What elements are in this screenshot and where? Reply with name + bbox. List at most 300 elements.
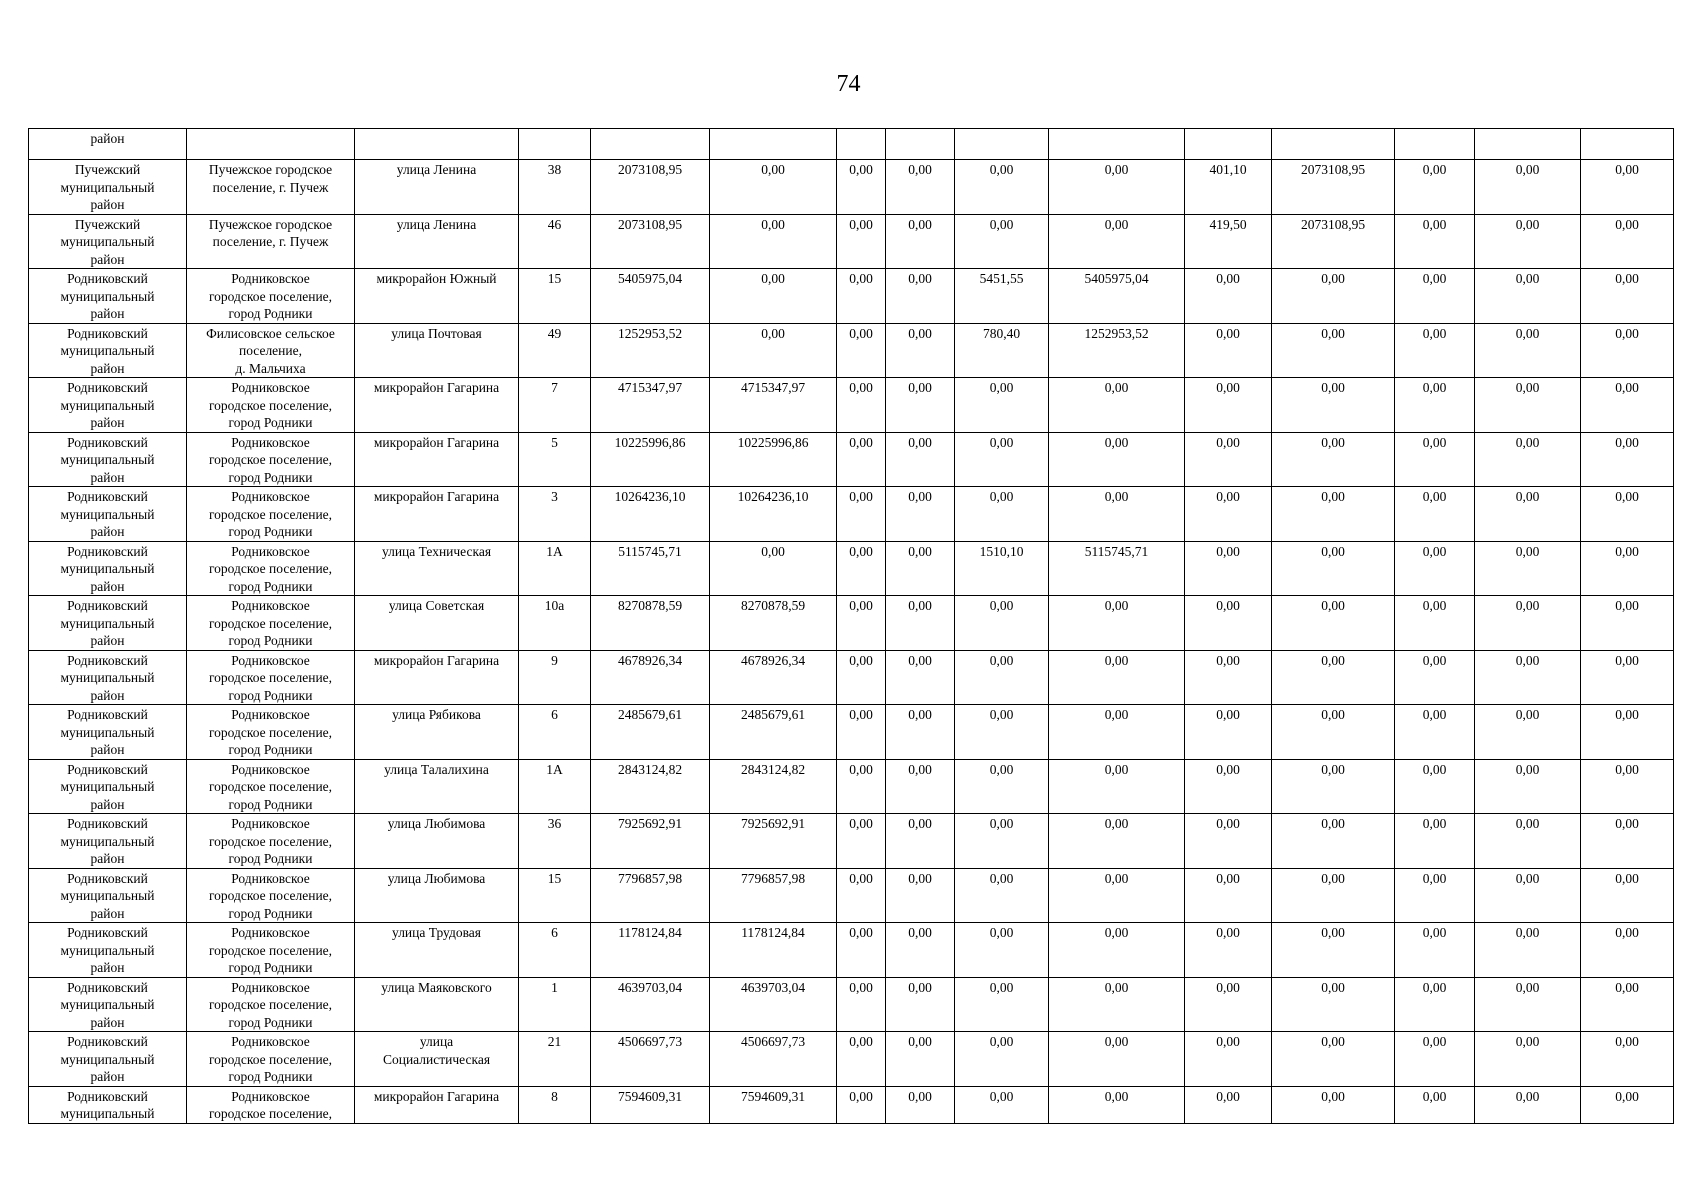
table-cell: Родниковский муниципальный район	[29, 868, 187, 923]
table-cell: 0,00	[1581, 868, 1674, 923]
table-cell: 0,00	[837, 705, 886, 760]
table-cell: микрорайон Гагарина	[355, 650, 519, 705]
table-cell: Родниковское городское поселение,	[187, 1086, 355, 1123]
table-cell: 0,00	[837, 541, 886, 596]
table-cell: 0,00	[1475, 759, 1581, 814]
table-cell: Родниковское городское поселение, город Родники	[187, 977, 355, 1032]
table-row	[29, 868, 1674, 923]
table-cell: 0,00	[710, 214, 837, 269]
table-cell: 1	[519, 977, 591, 1032]
table-row	[29, 432, 1674, 487]
table-cell: 0,00	[955, 596, 1049, 651]
table-cell: 0,00	[1272, 487, 1395, 542]
table-cell: 0,00	[1185, 1032, 1272, 1087]
table-cell: Родниковский муниципальный район	[29, 650, 187, 705]
table-cell: 5115745,71	[591, 541, 710, 596]
table-cell: 0,00	[1272, 759, 1395, 814]
page-number: 74	[836, 71, 861, 97]
table-cell: 0,00	[1395, 378, 1475, 433]
table-cell: 2073108,95	[1272, 160, 1395, 215]
table-cell: Родниковское городское поселение, город Родники	[187, 1032, 355, 1087]
table-cell: улица Советская	[355, 596, 519, 651]
table-cell	[519, 129, 591, 160]
table-cell: 0,00	[1395, 541, 1475, 596]
table-cell: 0,00	[1049, 759, 1185, 814]
table-cell: улица Талалихина	[355, 759, 519, 814]
table-cell	[1475, 129, 1581, 160]
table-cell: 0,00	[837, 868, 886, 923]
table-cell: 0,00	[886, 323, 955, 378]
table-cell: 0,00	[837, 1086, 886, 1123]
table-cell	[1185, 129, 1272, 160]
table-cell: 0,00	[1475, 596, 1581, 651]
table-cell: 0,00	[1581, 705, 1674, 760]
table-cell: Родниковский муниципальный район	[29, 923, 187, 978]
table-cell: 0,00	[1475, 323, 1581, 378]
table-row	[29, 705, 1674, 760]
table-cell: 1178124,84	[710, 923, 837, 978]
table-cell: 0,00	[1049, 923, 1185, 978]
table-cell: Пучежский муниципальный район	[29, 160, 187, 215]
table-cell: 0,00	[955, 378, 1049, 433]
table-cell: 0,00	[1395, 977, 1475, 1032]
table-cell: 6	[519, 705, 591, 760]
table-cell: 0,00	[1475, 650, 1581, 705]
table-cell: 0,00	[837, 160, 886, 215]
table-cell: 2073108,95	[591, 160, 710, 215]
table-cell: 49	[519, 323, 591, 378]
table-cell: 0,00	[886, 214, 955, 269]
table-cell: 0,00	[1395, 705, 1475, 760]
table-cell: 0,00	[1475, 868, 1581, 923]
table-cell: 0,00	[1395, 650, 1475, 705]
table-cell: улица Любимова	[355, 814, 519, 869]
table-cell: 0,00	[1272, 596, 1395, 651]
table-cell: Родниковский муниципальный район	[29, 814, 187, 869]
table-row	[29, 378, 1674, 433]
table-cell: 0,00	[1395, 759, 1475, 814]
table-cell: 0,00	[1272, 269, 1395, 324]
table-cell: 0,00	[1395, 596, 1475, 651]
table-row	[29, 160, 1674, 215]
table-cell: Родниковское городское поселение, город Родники	[187, 596, 355, 651]
table-cell: 0,00	[837, 432, 886, 487]
table-cell: 1А	[519, 759, 591, 814]
table-cell: Родниковское городское поселение, город Родники	[187, 541, 355, 596]
table-cell: 5405975,04	[1049, 269, 1185, 324]
table-cell: 0,00	[955, 814, 1049, 869]
table-cell: 0,00	[1049, 160, 1185, 215]
table-cell: 0,00	[1049, 1032, 1185, 1087]
table-cell: 0,00	[1581, 759, 1674, 814]
table-cell: 0,00	[955, 432, 1049, 487]
table-cell: 401,10	[1185, 160, 1272, 215]
table-cell: 0,00	[955, 214, 1049, 269]
table-cell	[591, 129, 710, 160]
table-cell: 0,00	[710, 269, 837, 324]
table-cell: 0,00	[1272, 868, 1395, 923]
table-cell: 0,00	[886, 596, 955, 651]
table-cell: Родниковское городское поселение, город Родники	[187, 432, 355, 487]
table-cell: микрорайон Южный	[355, 269, 519, 324]
table-cell: 4715347,97	[591, 378, 710, 433]
table-cell: 0,00	[1185, 705, 1272, 760]
table-cell: 2073108,95	[1272, 214, 1395, 269]
table-cell: 0,00	[837, 487, 886, 542]
table-cell: Родниковский муниципальный район	[29, 759, 187, 814]
table-cell: 0,00	[1395, 432, 1475, 487]
table-cell: 0,00	[886, 1086, 955, 1123]
table-cell: 4506697,73	[591, 1032, 710, 1087]
table-cell: улица Маяковского	[355, 977, 519, 1032]
table-cell: Родниковский муниципальный район	[29, 487, 187, 542]
table-cell: 4639703,04	[710, 977, 837, 1032]
table-cell: 0,00	[837, 759, 886, 814]
table-cell: микрорайон Гагарина	[355, 487, 519, 542]
table-row	[29, 1032, 1674, 1087]
table-cell: 0,00	[955, 868, 1049, 923]
table-cell: 0,00	[1395, 160, 1475, 215]
table-cell: Родниковский муниципальный район	[29, 378, 187, 433]
table-cell: 0,00	[886, 432, 955, 487]
table-cell: улица Любимова	[355, 868, 519, 923]
table-cell: 7925692,91	[591, 814, 710, 869]
table-cell: 0,00	[1272, 1032, 1395, 1087]
table-cell: 0,00	[710, 541, 837, 596]
table-cell: 0,00	[1475, 814, 1581, 869]
table-cell: 2485679,61	[591, 705, 710, 760]
table-cell: 0,00	[1475, 160, 1581, 215]
table-row	[29, 650, 1674, 705]
table-cell: 0,00	[1475, 487, 1581, 542]
table-cell: 0,00	[837, 596, 886, 651]
table-cell: Пучежский муниципальный район	[29, 214, 187, 269]
table-row	[29, 541, 1674, 596]
table-cell: 0,00	[1395, 269, 1475, 324]
table-cell: 0,00	[1185, 432, 1272, 487]
table-cell: 0,00	[837, 378, 886, 433]
table-cell: Родниковское городское поселение, город Родники	[187, 650, 355, 705]
table-cell: 10264236,10	[591, 487, 710, 542]
table-cell: улица Социалистическая	[355, 1032, 519, 1087]
table-cell: 0,00	[1581, 1086, 1674, 1123]
table-cell: 4639703,04	[591, 977, 710, 1032]
table-cell: 0,00	[886, 378, 955, 433]
table-cell: 0,00	[1581, 323, 1674, 378]
table-cell: Родниковский муниципальный район	[29, 596, 187, 651]
table-row	[29, 269, 1674, 324]
table-cell: 8	[519, 1086, 591, 1123]
table-cell: 0,00	[710, 160, 837, 215]
table-cell: улица Ленина	[355, 214, 519, 269]
table-cell: 419,50	[1185, 214, 1272, 269]
table-cell: 1178124,84	[591, 923, 710, 978]
table-cell: 0,00	[955, 487, 1049, 542]
table-cell: 0,00	[1475, 977, 1581, 1032]
table-cell: 5	[519, 432, 591, 487]
table-cell: 0,00	[1049, 378, 1185, 433]
table-cell: улица Рябикова	[355, 705, 519, 760]
table-cell: Родниковское городское поселение, город Родники	[187, 814, 355, 869]
table-row	[29, 323, 1674, 378]
table-cell: 0,00	[1185, 596, 1272, 651]
table-cell: 10225996,86	[710, 432, 837, 487]
table-cell: 7796857,98	[591, 868, 710, 923]
table-cell: 5405975,04	[591, 269, 710, 324]
table-cell: 21	[519, 1032, 591, 1087]
table-cell: 0,00	[1272, 650, 1395, 705]
table-cell: 0,00	[1475, 432, 1581, 487]
table-cell: 0,00	[1581, 269, 1674, 324]
table-cell: 0,00	[837, 323, 886, 378]
table-cell: 0,00	[1395, 1032, 1475, 1087]
table-cell: 0,00	[1049, 650, 1185, 705]
table-cell: 0,00	[1185, 650, 1272, 705]
table-cell: 0,00	[837, 1032, 886, 1087]
table-cell: 0,00	[1581, 487, 1674, 542]
table-cell: 1252953,52	[591, 323, 710, 378]
table-cell: 0,00	[837, 814, 886, 869]
table-cell: Родниковский муниципальный район	[29, 1032, 187, 1087]
table-cell: 8270878,59	[591, 596, 710, 651]
table-cell: 0,00	[1185, 868, 1272, 923]
table-cell: 0,00	[1049, 596, 1185, 651]
table-cell: 10264236,10	[710, 487, 837, 542]
table-cell: 0,00	[1395, 868, 1475, 923]
table-cell	[1272, 129, 1395, 160]
table-cell: 0,00	[1272, 977, 1395, 1032]
table-cell: 0,00	[886, 541, 955, 596]
table-cell: 5451,55	[955, 269, 1049, 324]
table-cell: 0,00	[1049, 214, 1185, 269]
table-cell: 0,00	[1049, 432, 1185, 487]
table-cell: 0,00	[1581, 1032, 1674, 1087]
table-cell	[886, 129, 955, 160]
table-cell: 0,00	[1049, 868, 1185, 923]
table-cell: 0,00	[886, 759, 955, 814]
table-cell: район	[29, 129, 187, 160]
table-row	[29, 129, 1674, 160]
table-cell: 0,00	[1395, 323, 1475, 378]
table-row	[29, 214, 1674, 269]
table-cell: 0,00	[1272, 1086, 1395, 1123]
table-cell: 4678926,34	[591, 650, 710, 705]
table-row	[29, 1086, 1674, 1123]
table-cell: 0,00	[1581, 160, 1674, 215]
table-cell: улица Трудовая	[355, 923, 519, 978]
table-cell: 0,00	[1272, 541, 1395, 596]
table-cell: Родниковское городское поселение, город Родники	[187, 705, 355, 760]
table-cell: 0,00	[1395, 923, 1475, 978]
table-cell: 8270878,59	[710, 596, 837, 651]
data-table	[28, 128, 1674, 1124]
table-cell: 0,00	[1272, 323, 1395, 378]
table-cell: 0,00	[1581, 977, 1674, 1032]
table-cell: 0,00	[886, 868, 955, 923]
table-cell: 7	[519, 378, 591, 433]
table-cell: 3	[519, 487, 591, 542]
table-cell: 0,00	[955, 160, 1049, 215]
table-cell: 0,00	[1049, 487, 1185, 542]
table-cell: 0,00	[955, 1032, 1049, 1087]
table-cell: 0,00	[1185, 541, 1272, 596]
table-cell: 15	[519, 269, 591, 324]
table-cell: 0,00	[1475, 541, 1581, 596]
table-cell: Родниковское городское поселение, город Родники	[187, 269, 355, 324]
table-cell	[955, 129, 1049, 160]
table-cell: 0,00	[1049, 977, 1185, 1032]
table-cell: 0,00	[1185, 759, 1272, 814]
table-cell	[355, 129, 519, 160]
table-cell: 10225996,86	[591, 432, 710, 487]
table-cell: Родниковский муниципальный район	[29, 269, 187, 324]
table-row	[29, 596, 1674, 651]
table-cell: 0,00	[1581, 432, 1674, 487]
table-cell	[1581, 129, 1674, 160]
table-cell: Родниковский муниципальный район	[29, 705, 187, 760]
table-cell: 0,00	[886, 650, 955, 705]
table-cell: 0,00	[1581, 378, 1674, 433]
table-cell: 0,00	[1049, 705, 1185, 760]
table-cell: 0,00	[955, 923, 1049, 978]
table-cell: 0,00	[1581, 541, 1674, 596]
table-cell: микрорайон Гагарина	[355, 1086, 519, 1123]
table-cell: 0,00	[1581, 214, 1674, 269]
table-cell: 0,00	[955, 650, 1049, 705]
table-cell: 0,00	[1475, 214, 1581, 269]
table-cell: 9	[519, 650, 591, 705]
table-cell: 7594609,31	[710, 1086, 837, 1123]
table-cell: 0,00	[1395, 814, 1475, 869]
table-row	[29, 487, 1674, 542]
table-cell: 0,00	[1185, 1086, 1272, 1123]
table-cell	[187, 129, 355, 160]
table-cell: 0,00	[1581, 814, 1674, 869]
table-cell: 0,00	[1475, 923, 1581, 978]
table-cell	[837, 129, 886, 160]
table-cell: 0,00	[1395, 487, 1475, 542]
table-cell: 0,00	[886, 923, 955, 978]
table-cell: 0,00	[1475, 269, 1581, 324]
table-body	[29, 129, 1674, 1124]
table-cell: Родниковское городское поселение, город Родники	[187, 378, 355, 433]
table-cell: 0,00	[837, 923, 886, 978]
table-cell: 0,00	[837, 650, 886, 705]
table-cell: 0,00	[837, 269, 886, 324]
table-cell: микрорайон Гагарина	[355, 378, 519, 433]
table-cell: 0,00	[955, 977, 1049, 1032]
table-row	[29, 814, 1674, 869]
table-cell: 1510,10	[955, 541, 1049, 596]
table-cell: 1252953,52	[1049, 323, 1185, 378]
table-cell: Родниковский муниципальный район	[29, 432, 187, 487]
table-row	[29, 977, 1674, 1032]
table-cell: 7925692,91	[710, 814, 837, 869]
table-cell: 0,00	[886, 487, 955, 542]
table-cell: Филисовское сельское поселение, д. Мальчиха	[187, 323, 355, 378]
table-cell: 0,00	[1581, 650, 1674, 705]
table-cell: 0,00	[1272, 814, 1395, 869]
table-cell: 0,00	[955, 705, 1049, 760]
table-cell: 2485679,61	[710, 705, 837, 760]
table-cell: 7796857,98	[710, 868, 837, 923]
table-cell: 0,00	[1272, 378, 1395, 433]
table-cell: 15	[519, 868, 591, 923]
table-cell: 0,00	[1475, 378, 1581, 433]
table-cell: 0,00	[1185, 977, 1272, 1032]
table-cell: 0,00	[1581, 923, 1674, 978]
table-cell: 780,40	[955, 323, 1049, 378]
table-cell: 0,00	[1395, 214, 1475, 269]
table-cell: 0,00	[1185, 323, 1272, 378]
table-cell: 0,00	[1475, 1086, 1581, 1123]
table-row	[29, 759, 1674, 814]
table-cell: Родниковский муниципальный район	[29, 323, 187, 378]
table-cell: 0,00	[886, 705, 955, 760]
table-cell: 0,00	[1395, 1086, 1475, 1123]
table-cell: Родниковский муниципальный район	[29, 541, 187, 596]
table-cell	[1395, 129, 1475, 160]
table-cell: 10а	[519, 596, 591, 651]
table-cell: 0,00	[837, 214, 886, 269]
table-cell: 0,00	[710, 323, 837, 378]
table-cell: 6	[519, 923, 591, 978]
table-cell: 38	[519, 160, 591, 215]
table-cell: Родниковское городское поселение, город Родники	[187, 487, 355, 542]
table-cell: 2073108,95	[591, 214, 710, 269]
table-cell: 2843124,82	[591, 759, 710, 814]
table-cell: микрорайон Гагарина	[355, 432, 519, 487]
table-cell: 0,00	[886, 160, 955, 215]
table-cell: 0,00	[886, 1032, 955, 1087]
table-cell: 0,00	[1049, 814, 1185, 869]
table-cell: Родниковское городское поселение, город Родники	[187, 868, 355, 923]
table-cell: Пучежское городское поселение, г. Пучеж	[187, 214, 355, 269]
table-cell: 0,00	[1272, 432, 1395, 487]
table-cell: 0,00	[1185, 378, 1272, 433]
table-cell: 4715347,97	[710, 378, 837, 433]
table-cell: 5115745,71	[1049, 541, 1185, 596]
table-cell: улица Ленина	[355, 160, 519, 215]
table-cell: 0,00	[1272, 923, 1395, 978]
table-cell: Пучежское городское поселение, г. Пучеж	[187, 160, 355, 215]
table-cell: 46	[519, 214, 591, 269]
table-cell: 4506697,73	[710, 1032, 837, 1087]
table-cell: улица Почтовая	[355, 323, 519, 378]
table-row	[29, 923, 1674, 978]
table-cell: 0,00	[886, 269, 955, 324]
table-cell: улица Техническая	[355, 541, 519, 596]
table-cell: 0,00	[1049, 1086, 1185, 1123]
table-cell: 0,00	[837, 977, 886, 1032]
table-cell: Родниковское городское поселение, город Родники	[187, 759, 355, 814]
table-cell: 0,00	[1185, 923, 1272, 978]
table-cell: 0,00	[1581, 596, 1674, 651]
table-cell: 0,00	[955, 1086, 1049, 1123]
table-cell: 0,00	[955, 759, 1049, 814]
table-cell: 4678926,34	[710, 650, 837, 705]
table-cell: Родниковский муниципальный район	[29, 977, 187, 1032]
table-cell: Родниковское городское поселение, город Родники	[187, 923, 355, 978]
table-cell	[1049, 129, 1185, 160]
table-cell: 0,00	[886, 814, 955, 869]
table-cell: 0,00	[886, 977, 955, 1032]
table-cell: 7594609,31	[591, 1086, 710, 1123]
table-cell: 0,00	[1475, 705, 1581, 760]
table-cell: 0,00	[1185, 269, 1272, 324]
table-cell: Родниковский муниципальный	[29, 1086, 187, 1123]
table-cell: 0,00	[1185, 814, 1272, 869]
